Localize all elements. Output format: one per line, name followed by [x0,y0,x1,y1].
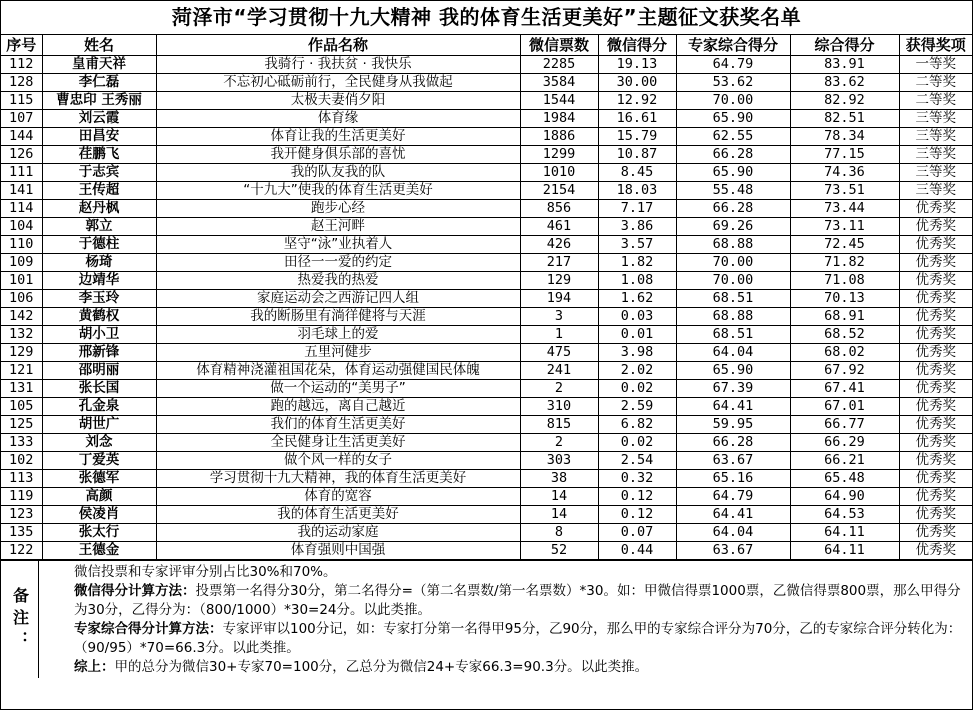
cell-name: 高颜 [42,488,156,506]
cell-wx-score: 1.62 [598,290,676,308]
cell-award: 三等奖 [899,182,972,200]
cell-id: 109 [1,254,42,272]
cell-wx-score: 0.03 [598,308,676,326]
cell-title: 体育缘 [156,110,520,128]
cell-expert-score: 65.90 [676,164,790,182]
cell-award: 二等奖 [899,92,972,110]
table-row [1,146,972,164]
table-row [1,326,972,344]
cell-total-score: 65.48 [790,470,899,488]
header-expert-score: 专家综合得分 [676,35,790,56]
cell-title: 体育的宽容 [156,488,520,506]
cell-expert-score: 68.51 [676,326,790,344]
cell-votes: 14 [520,506,598,524]
notes-wechat-title: 微信得分计算方法： [74,583,196,599]
table-row [1,236,972,254]
cell-id: 126 [1,146,42,164]
cell-award: 优秀奖 [899,308,972,326]
cell-votes: 461 [520,218,598,236]
cell-votes: 1886 [520,128,598,146]
header-name: 姓名 [42,35,156,56]
header-total-score: 综合得分 [790,35,899,56]
cell-votes: 1984 [520,110,598,128]
cell-wx-score: 3.57 [598,236,676,254]
cell-title: 我的断肠里有淌徉健将与天涯 [156,308,520,326]
cell-award: 优秀奖 [899,542,972,560]
cell-id: 121 [1,362,42,380]
cell-wx-score: 0.12 [598,488,676,506]
cell-wx-score: 2.02 [598,362,676,380]
cell-award: 优秀奖 [899,380,972,398]
cell-award: 优秀奖 [899,362,972,380]
table-row [1,56,972,74]
header-wx-score: 微信得分 [598,35,676,56]
cell-title: 羽毛球上的爱 [156,326,520,344]
page-title: 菏泽市“学习贯彻十九大精神 我的体育生活更美好”主题征文获奖名单 [1,1,972,35]
cell-award: 优秀奖 [899,488,972,506]
cell-title: 我的队友我的队 [156,164,520,182]
cell-total-score: 82.51 [790,110,899,128]
notes-ratio: 微信投票和专家评审分别占比30%和70%。 [74,564,337,580]
cell-wx-score: 0.12 [598,506,676,524]
cell-id: 114 [1,200,42,218]
cell-expert-score: 62.55 [676,128,790,146]
cell-votes: 1 [520,326,598,344]
cell-wx-score: 0.02 [598,380,676,398]
cell-title: 做个风一样的女子 [156,452,520,470]
cell-total-score: 82.92 [790,92,899,110]
cell-total-score: 67.01 [790,398,899,416]
cell-title: 全民健身让生活更美好 [156,434,520,452]
cell-expert-score: 68.88 [676,236,790,254]
cell-votes: 856 [520,200,598,218]
table-row [1,380,972,398]
cell-id: 123 [1,506,42,524]
notes-label: 备注： [1,561,39,678]
cell-award: 三等奖 [899,146,972,164]
cell-expert-score: 66.28 [676,200,790,218]
cell-award: 优秀奖 [899,470,972,488]
table-row [1,128,972,146]
table-row [1,416,972,434]
cell-expert-score: 70.00 [676,92,790,110]
cell-name: 刘云霞 [42,110,156,128]
notes-section [1,560,972,678]
cell-title: 赵王河畔 [156,218,520,236]
cell-award: 优秀奖 [899,452,972,470]
cell-id: 115 [1,92,42,110]
cell-expert-score: 64.79 [676,488,790,506]
cell-name: 荏鹏飞 [42,146,156,164]
cell-wx-score: 2.54 [598,452,676,470]
cell-wx-score: 30.00 [598,74,676,92]
table-row [1,164,972,182]
notes-expert-text: 专家评审以100分记，如：专家打分第一名得甲95分，乙90分，那么甲的专家综合评分为70分，乙的专家综合评分转化为：（90/95）*70=66.3分。以此类推。 [74,621,962,656]
table-row [1,542,972,560]
cell-title: 跑步心经 [156,200,520,218]
cell-name: 孔金泉 [42,398,156,416]
cell-total-score: 64.11 [790,524,899,542]
header-award: 获得奖项 [899,35,972,56]
cell-name: 于德柱 [42,236,156,254]
cell-name: 李仁磊 [42,74,156,92]
cell-name: 郭立 [42,218,156,236]
cell-total-score: 73.51 [790,182,899,200]
table-row [1,524,972,542]
cell-expert-score: 64.41 [676,506,790,524]
cell-id: 129 [1,344,42,362]
table-row [1,92,972,110]
cell-votes: 3 [520,308,598,326]
cell-id: 128 [1,74,42,92]
table-row [1,74,972,92]
award-table [1,35,972,560]
cell-wx-score: 18.03 [598,182,676,200]
cell-name: 杨琦 [42,254,156,272]
cell-id: 110 [1,236,42,254]
cell-title: 体育强则中国强 [156,542,520,560]
cell-votes: 194 [520,290,598,308]
cell-id: 125 [1,416,42,434]
cell-expert-score: 69.26 [676,218,790,236]
cell-award: 二等奖 [899,74,972,92]
cell-award: 优秀奖 [899,524,972,542]
cell-name: 刘念 [42,434,156,452]
cell-name: 黄鹤权 [42,308,156,326]
cell-votes: 310 [520,398,598,416]
cell-total-score: 72.45 [790,236,899,254]
cell-id: 122 [1,542,42,560]
cell-name: 边靖华 [42,272,156,290]
notes-body [39,561,972,678]
cell-award: 优秀奖 [899,236,972,254]
cell-votes: 2 [520,380,598,398]
cell-wx-score: 0.02 [598,434,676,452]
cell-title: 跑的越远，离自己越近 [156,398,520,416]
cell-id: 132 [1,326,42,344]
table-row [1,488,972,506]
cell-title: 五里河健步 [156,344,520,362]
table-header-row [1,35,972,56]
table-row [1,290,972,308]
notes-expert-title: 专家综合得分计算方法： [74,621,223,637]
cell-title: 不忘初心砥砺前行，全民健身从我做起 [156,74,520,92]
cell-wx-score: 3.86 [598,218,676,236]
cell-expert-score: 64.79 [676,56,790,74]
cell-wx-score: 0.44 [598,542,676,560]
cell-total-score: 64.90 [790,488,899,506]
cell-name: 侯凌肖 [42,506,156,524]
cell-votes: 1299 [520,146,598,164]
cell-id: 105 [1,398,42,416]
cell-name: 胡小卫 [42,326,156,344]
cell-total-score: 70.13 [790,290,899,308]
cell-title: 坚守“泳”业执着人 [156,236,520,254]
cell-total-score: 83.91 [790,56,899,74]
cell-award: 优秀奖 [899,434,972,452]
cell-expert-score: 70.00 [676,254,790,272]
table-row [1,200,972,218]
cell-total-score: 66.21 [790,452,899,470]
cell-expert-score: 65.90 [676,362,790,380]
table-body [1,56,972,560]
cell-total-score: 68.02 [790,344,899,362]
cell-name: 李玉玲 [42,290,156,308]
cell-votes: 14 [520,488,598,506]
cell-votes: 426 [520,236,598,254]
cell-wx-score: 10.87 [598,146,676,164]
cell-total-score: 74.36 [790,164,899,182]
cell-expert-score: 65.90 [676,110,790,128]
cell-id: 144 [1,128,42,146]
cell-expert-score: 68.51 [676,290,790,308]
cell-total-score: 67.41 [790,380,899,398]
cell-id: 112 [1,56,42,74]
table-row [1,398,972,416]
cell-wx-score: 1.08 [598,272,676,290]
cell-expert-score: 67.39 [676,380,790,398]
cell-name: 田昌安 [42,128,156,146]
cell-name: 赵丹枫 [42,200,156,218]
cell-votes: 38 [520,470,598,488]
cell-award: 优秀奖 [899,254,972,272]
cell-name: 张德军 [42,470,156,488]
cell-name: 于志宾 [42,164,156,182]
cell-total-score: 71.82 [790,254,899,272]
cell-votes: 2 [520,434,598,452]
cell-name: 丁爱英 [42,452,156,470]
notes-summary [42,658,968,677]
cell-expert-score: 53.62 [676,74,790,92]
cell-expert-score: 55.48 [676,182,790,200]
cell-total-score: 66.29 [790,434,899,452]
cell-title: 体育精神浇灌祖国花朵，体育运动强健国民体魄 [156,362,520,380]
table-row [1,110,972,128]
cell-wx-score: 0.32 [598,470,676,488]
cell-wx-score: 8.45 [598,164,676,182]
table-row [1,470,972,488]
cell-name: 胡世广 [42,416,156,434]
cell-total-score: 73.44 [790,200,899,218]
cell-title: 做一个运动的“美男子” [156,380,520,398]
cell-wx-score: 16.61 [598,110,676,128]
table-row [1,218,972,236]
cell-title: 田径一一爱的约定 [156,254,520,272]
cell-award: 优秀奖 [899,218,972,236]
cell-title: 我的运动家庭 [156,524,520,542]
cell-id: 104 [1,218,42,236]
cell-wx-score: 2.59 [598,398,676,416]
cell-expert-score: 66.28 [676,434,790,452]
cell-title: 学习贯彻十九大精神，我的体育生活更美好 [156,470,520,488]
table-row [1,452,972,470]
cell-id: 101 [1,272,42,290]
cell-name: 王德金 [42,542,156,560]
cell-expert-score: 66.28 [676,146,790,164]
cell-name: 王传超 [42,182,156,200]
cell-total-score: 68.52 [790,326,899,344]
cell-votes: 241 [520,362,598,380]
cell-id: 142 [1,308,42,326]
cell-expert-score: 64.04 [676,344,790,362]
cell-name: 张太行 [42,524,156,542]
cell-votes: 52 [520,542,598,560]
cell-award: 三等奖 [899,128,972,146]
notes-wechat-text: 投票第一名得分30分，第二名得分=（第二名票数/第一名票数）*30。如：甲微信得票1000票，乙微信得票800票，那么甲得分为30分，乙得分为：（800/1000）*30=24分。以此类推。 [74,583,961,618]
cell-id: 107 [1,110,42,128]
cell-votes: 129 [520,272,598,290]
cell-title: 太极夫妻俏夕阳 [156,92,520,110]
cell-wx-score: 6.82 [598,416,676,434]
cell-title: 家庭运动会之西游记四人组 [156,290,520,308]
cell-id: 141 [1,182,42,200]
cell-id: 133 [1,434,42,452]
cell-id: 119 [1,488,42,506]
cell-votes: 1010 [520,164,598,182]
cell-wx-score: 19.13 [598,56,676,74]
cell-total-score: 68.91 [790,308,899,326]
cell-total-score: 83.62 [790,74,899,92]
cell-total-score: 78.34 [790,128,899,146]
cell-expert-score: 64.04 [676,524,790,542]
cell-title: 我骑行 · 我扶贫 · 我快乐 [156,56,520,74]
notes-wechat-method [42,582,968,620]
notes-summary-title: 综上： [74,659,115,675]
cell-wx-score: 0.01 [598,326,676,344]
cell-wx-score: 0.07 [598,524,676,542]
header-id: 序号 [1,35,42,56]
cell-award: 三等奖 [899,164,972,182]
cell-id: 102 [1,452,42,470]
cell-votes: 815 [520,416,598,434]
table-row [1,434,972,452]
cell-votes: 3584 [520,74,598,92]
cell-award: 优秀奖 [899,344,972,362]
cell-wx-score: 7.17 [598,200,676,218]
cell-award: 优秀奖 [899,326,972,344]
cell-name: 张长国 [42,380,156,398]
cell-title: “十九大”使我的体育生活更美好 [156,182,520,200]
cell-wx-score: 3.98 [598,344,676,362]
table-row [1,362,972,380]
cell-expert-score: 59.95 [676,416,790,434]
cell-wx-score: 1.82 [598,254,676,272]
cell-votes: 303 [520,452,598,470]
cell-wx-score: 15.79 [598,128,676,146]
notes-expert-method [42,620,968,658]
cell-award: 三等奖 [899,110,972,128]
cell-total-score: 64.11 [790,542,899,560]
cell-votes: 2285 [520,56,598,74]
cell-wx-score: 12.92 [598,92,676,110]
cell-name: 曹忠印 王秀丽 [42,92,156,110]
cell-name: 皇甫天祥 [42,56,156,74]
cell-id: 131 [1,380,42,398]
table-row [1,254,972,272]
cell-award: 优秀奖 [899,200,972,218]
cell-expert-score: 65.16 [676,470,790,488]
cell-award: 优秀奖 [899,272,972,290]
cell-votes: 1544 [520,92,598,110]
header-title: 作品名称 [156,35,520,56]
cell-id: 113 [1,470,42,488]
cell-votes: 8 [520,524,598,542]
table-row [1,308,972,326]
cell-title: 体育让我的生活更美好 [156,128,520,146]
cell-award: 优秀奖 [899,506,972,524]
cell-award: 优秀奖 [899,416,972,434]
cell-expert-score: 70.00 [676,272,790,290]
cell-expert-score: 64.41 [676,398,790,416]
cell-votes: 217 [520,254,598,272]
table-row [1,344,972,362]
cell-id: 106 [1,290,42,308]
cell-title: 我开健身俱乐部的喜忧 [156,146,520,164]
cell-award: 优秀奖 [899,398,972,416]
cell-title: 我的体育生活更美好 [156,506,520,524]
cell-total-score: 64.53 [790,506,899,524]
cell-total-score: 77.15 [790,146,899,164]
cell-name: 邢新锋 [42,344,156,362]
cell-expert-score: 63.67 [676,452,790,470]
cell-total-score: 73.11 [790,218,899,236]
cell-total-score: 71.08 [790,272,899,290]
header-votes: 微信票数 [520,35,598,56]
cell-name: 邵明丽 [42,362,156,380]
cell-award: 优秀奖 [899,290,972,308]
cell-votes: 475 [520,344,598,362]
cell-expert-score: 63.67 [676,542,790,560]
cell-votes: 2154 [520,182,598,200]
cell-id: 135 [1,524,42,542]
cell-title: 热爱我的热爱 [156,272,520,290]
cell-total-score: 67.92 [790,362,899,380]
table-row [1,182,972,200]
cell-total-score: 66.77 [790,416,899,434]
cell-id: 111 [1,164,42,182]
cell-expert-score: 68.88 [676,308,790,326]
table-row [1,272,972,290]
cell-award: 一等奖 [899,56,972,74]
notes-summary-text: 甲的总分为微信30+专家70=100分，乙总分为微信24+专家66.3=90.3分。以此类推。 [114,659,649,675]
cell-title: 我们的体育生活更美好 [156,416,520,434]
table-row [1,506,972,524]
